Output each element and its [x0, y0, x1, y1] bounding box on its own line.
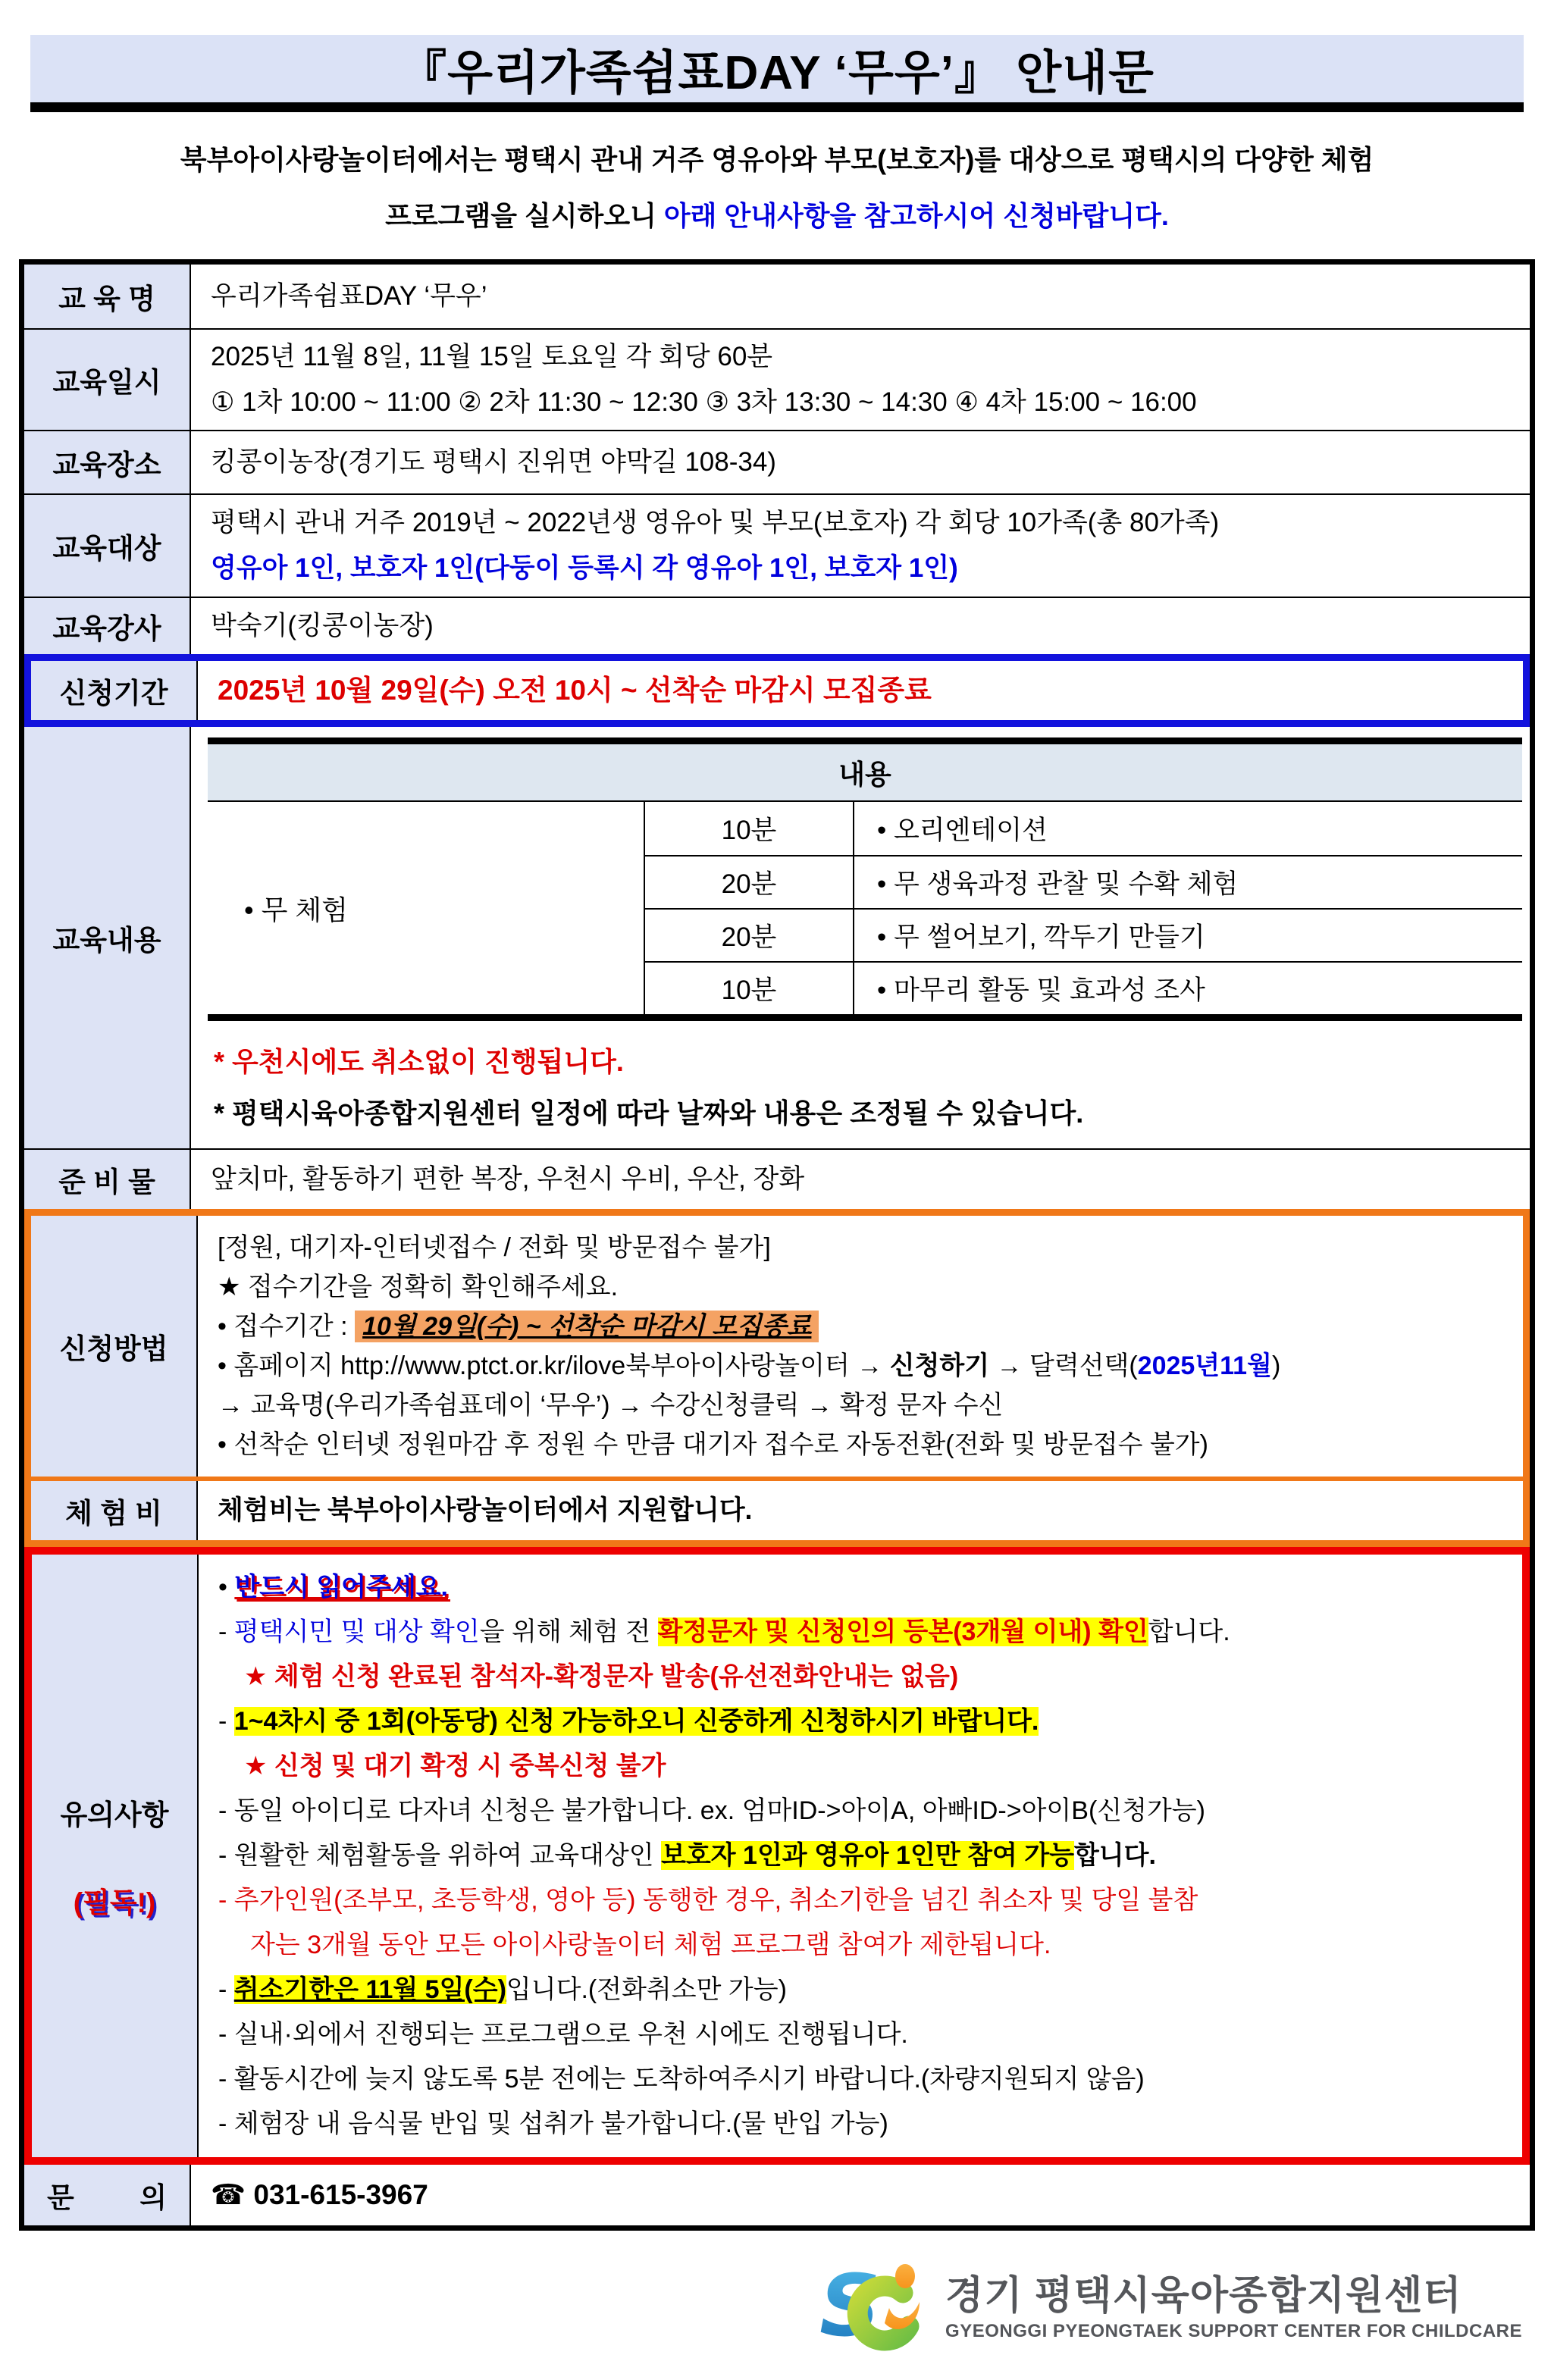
- apply-period-highlight: 10월 29일(수) ~ 선착순 마감시 모집종료: [355, 1311, 819, 1342]
- notice-line-5: ★ 신청 및 대기 확정 시 중복신청 불가: [244, 1752, 666, 1780]
- notice-must-read-badge: (필독!): [73, 1887, 156, 1918]
- apply-calendar-month: 2025년11월: [1137, 1351, 1272, 1380]
- center-name-korean: 경기 평택시육아종합지원센터: [945, 2273, 1462, 2318]
- schedule-duration: 10분: [644, 963, 854, 1014]
- notice-line-8a: - 추가인원(조부모, 초등학생, 영아 등) 동행한 경우, 취소기한을 넘긴 취소자 및 당일 불참: [218, 1886, 1198, 1915]
- schedule-row: [644, 802, 1522, 855]
- row-value-place: 킹콩이농장(경기도 평택시 진위면 야막길 108-34): [211, 447, 776, 477]
- notice-line-9: - 취소기한은 11월 5일(수)입니다.(전화취소만 가능): [218, 1975, 787, 2004]
- notice-participants-highlight: 보호자 1인과 영유아 1인만 참여 가능: [661, 1841, 1074, 1870]
- apply-line-4: • 홈페이지 http://www.ptct.or.kr/ilove북부아이사랑놀이터 → 신청하기 → 달력선택(2025년11월): [218, 1351, 1281, 1380]
- row-value-contents: [191, 727, 1530, 1148]
- row-label-notice: [32, 1555, 199, 2157]
- row-value-datetime: [191, 330, 1530, 430]
- notice-line-8b: 자는 3개월 동안 모든 아이사랑놀이터 체험 프로그램 참여가 제한됩니다.: [250, 1931, 1051, 1959]
- table-row-fee: [31, 1481, 1523, 1540]
- datetime-line-2: ① 1차 10:00 ~ 11:00 ② 2차 11:30 ~ 12:30 ③ 3차 13:30 ~ 14:30 ④ 4차 15:00 ~ 16:00: [211, 387, 1197, 417]
- table-row-instructor: [24, 597, 1530, 654]
- notice-line-4: - 1~4차시 중 1회(아동당) 신청 가능하오니 신중하게 신청하시기 바랍니다.: [218, 1707, 1039, 1736]
- intro-paragraph: [26, 132, 1528, 244]
- datetime-line-1: 2025년 11월 8일, 11월 15일 토요일 각 회당 60분: [211, 342, 773, 371]
- row-label-contents: 교육내용: [24, 727, 191, 1148]
- notice-cancel-deadline-highlight: 취소기한은 11월 5일(수): [233, 1975, 506, 2004]
- application-method-box: [24, 1209, 1530, 1547]
- notice-line-6: - 동일 아이디로 다자녀 신청은 불가합니다. ex. 엄마ID->아이A, 아빠ID->아이B(신청가능): [218, 1796, 1205, 1825]
- table-row-contents: [24, 727, 1530, 1148]
- schedule-row: [644, 855, 1522, 908]
- center-name-block: [945, 2274, 1522, 2342]
- contents-notes: [214, 1036, 1522, 1139]
- notice-line-11: - 활동시간에 늦지 않도록 5분 전에는 도착하여주시기 바랍니다.(차량지원되지 않음): [218, 2065, 1145, 2093]
- notice-line-1: • 반드시 읽어주세요.: [218, 1573, 449, 1602]
- notice-label: 유의사항: [60, 1799, 169, 1830]
- table-row-target: [24, 493, 1530, 597]
- schedule-duration: 10분: [644, 802, 854, 855]
- contents-schedule: [644, 802, 1522, 1014]
- inquiry-phone: ☎ 031-615-3967: [211, 2179, 428, 2210]
- schedule-desc: • 무 썰어보기, 깍두기 만들기: [877, 922, 1205, 952]
- notice-box: [24, 1547, 1530, 2165]
- row-value-fee: 체험비는 북부아이사랑놀이터에서 지원합니다.: [218, 1495, 753, 1525]
- contents-activity-cell: • 무 체험: [244, 894, 348, 925]
- apply-line-1: [정원, 대기자-인터넷접수 / 전화 및 방문접수 불가]: [218, 1233, 771, 1262]
- contents-inner-body: [208, 802, 1522, 1014]
- intro-line-2: 프로그램을 실시하오니 아래 안내사항을 참고하시어 신청바랍니다.: [385, 200, 1169, 231]
- table-row-inquiry: [24, 2165, 1530, 2225]
- schedule-desc: • 마무리 활동 및 효과성 조사: [877, 975, 1205, 1005]
- row-label-instructor: 교육강사: [24, 598, 191, 654]
- apply-line-2: ★ 접수기간을 정확히 확인해주세요.: [218, 1273, 619, 1301]
- footer: [0, 2253, 1522, 2362]
- page-title: 『우리가족쉼표DAY ‘무우’』 안내문: [399, 47, 1155, 99]
- row-label-period: 신청기간: [31, 661, 198, 720]
- notice-confirm-highlight: 확정문자 및 신청인의 등본(3개월 이내) 확인: [657, 1617, 1148, 1646]
- table-row-datetime: [24, 328, 1530, 430]
- contents-note-schedule: * 평택시육아종합지원센터 일정에 따라 날짜와 내용은 조정될 수 있습니다.: [214, 1098, 1084, 1129]
- row-label-apply: 신청방법: [31, 1216, 198, 1477]
- table-row-place: [24, 430, 1530, 493]
- application-period-box: [24, 654, 1530, 727]
- contents-note-rain: * 우천시에도 취소없이 진행됩니다.: [214, 1046, 624, 1077]
- notice-line-3: ★ 체험 신청 완료된 참석자-확정문자 발송(유선전화안내는 없음): [244, 1662, 959, 1691]
- row-value-target: [191, 495, 1530, 597]
- row-label-inquiry: 문 의: [24, 2165, 191, 2225]
- row-value-instructor: 박숙기(킹콩이농장): [211, 611, 434, 640]
- table-row-supplies: [24, 1148, 1530, 1209]
- row-value-name: 우리가족쉼표DAY ‘무우’: [211, 281, 487, 311]
- row-value-inquiry: [191, 2165, 1530, 2225]
- row-label-supplies: 준 비 물: [24, 1150, 191, 1209]
- table-row-apply: [31, 1216, 1523, 1477]
- phone-icon: ☎: [211, 2179, 246, 2210]
- apply-button-text: 신청하기: [889, 1351, 990, 1380]
- schedule-desc: • 무 생육과정 관찰 및 수확 체험: [877, 869, 1239, 899]
- schedule-desc: • 오리엔테이션: [877, 816, 1048, 845]
- row-value-period: 2025년 10월 29일(수) 오전 10시 ~ 선착순 마감시 모집종료: [218, 675, 932, 706]
- info-table: [19, 259, 1535, 2231]
- target-line-1: 평택시 관내 거주 2019년 ~ 2022년생 영유아 및 부모(보호자) 각 회당 10가족(총 80가족): [211, 508, 1220, 537]
- schedule-duration: 20분: [644, 910, 854, 961]
- intro-line-2-highlight: 아래 안내사항을 참고하시어 신청바랍니다.: [663, 200, 1169, 231]
- schedule-duration: 20분: [644, 856, 854, 908]
- table-row-name: [24, 265, 1530, 328]
- apply-line-5: → 교육명(우리가족쉼표데이 ‘무우’) → 수강신청클릭 → 확정 문자 수신: [218, 1391, 1004, 1420]
- row-label-target: 교육대상: [24, 495, 191, 597]
- notice-line-7: - 원활한 체험활동을 위하여 교육대상인 보호자 1인과 영유아 1인만 참여 가능합니다.: [218, 1841, 1156, 1870]
- must-read-text: 반드시 읽어주세요.: [234, 1573, 449, 1602]
- schedule-row: [644, 961, 1522, 1014]
- notice-line-2: - 평택시민 및 대상 확인을 위해 체험 전 확정문자 및 신청인의 등본(3개월 이내) 확인합니다.: [218, 1617, 1230, 1646]
- target-line-2: 영유아 1인, 보호자 1인(다둥이 등록시 각 영유아 1인, 보호자 1인): [211, 553, 958, 583]
- row-value-supplies: 앞치마, 활동하기 편한 복장, 우천시 우비, 우산, 장화: [211, 1164, 805, 1194]
- contents-inner-table: [208, 737, 1522, 1021]
- row-value-notice: [199, 1555, 1522, 2157]
- title-bar: [30, 35, 1524, 112]
- notice-line-10: - 실내·외에서 진행되는 프로그램으로 우천 시에도 진행됩니다.: [218, 2020, 908, 2049]
- table-row-period: [31, 661, 1523, 720]
- row-value-apply: [198, 1216, 1523, 1477]
- notice-once-highlight: 1~4차시 중 1회(아동당) 신청 가능하오니 신중하게 신청하시기 바랍니다.: [233, 1707, 1039, 1736]
- row-label-datetime: 교육일시: [24, 330, 191, 430]
- apply-line-3: • 접수기간 : 10월 29일(수) ~ 선착순 마감시 모집종료: [218, 1307, 1509, 1346]
- center-logo-icon: [819, 2253, 933, 2362]
- schedule-row: [644, 908, 1522, 961]
- row-label-place: 교육장소: [24, 431, 191, 493]
- row-label-fee: 체 험 비: [31, 1481, 198, 1540]
- contents-inner-header: 내용: [208, 744, 1522, 802]
- notice-line-12: - 체험장 내 음식물 반입 및 섭취가 불가합니다.(물 반입 가능): [218, 2109, 888, 2138]
- apply-line-6: • 선착순 인터넷 정원마감 후 정원 수 만큼 대기자 접수로 자동전환(전화 및 방문접수 불가): [218, 1430, 1208, 1459]
- row-label-name: 교 육 명: [24, 265, 191, 328]
- svg-text:S: S: [819, 2257, 881, 2356]
- intro-line-1: 북부아이사랑놀이터에서는 평택시 관내 거주 영유아와 부모(보호자)를 대상으로 평택시의 다양한 체험: [180, 144, 1374, 175]
- table-row-notice: [32, 1555, 1522, 2157]
- center-name-english: GYEONGGI PYEONGTAEK SUPPORT CENTER FOR CHILDCARE: [945, 2320, 1522, 2341]
